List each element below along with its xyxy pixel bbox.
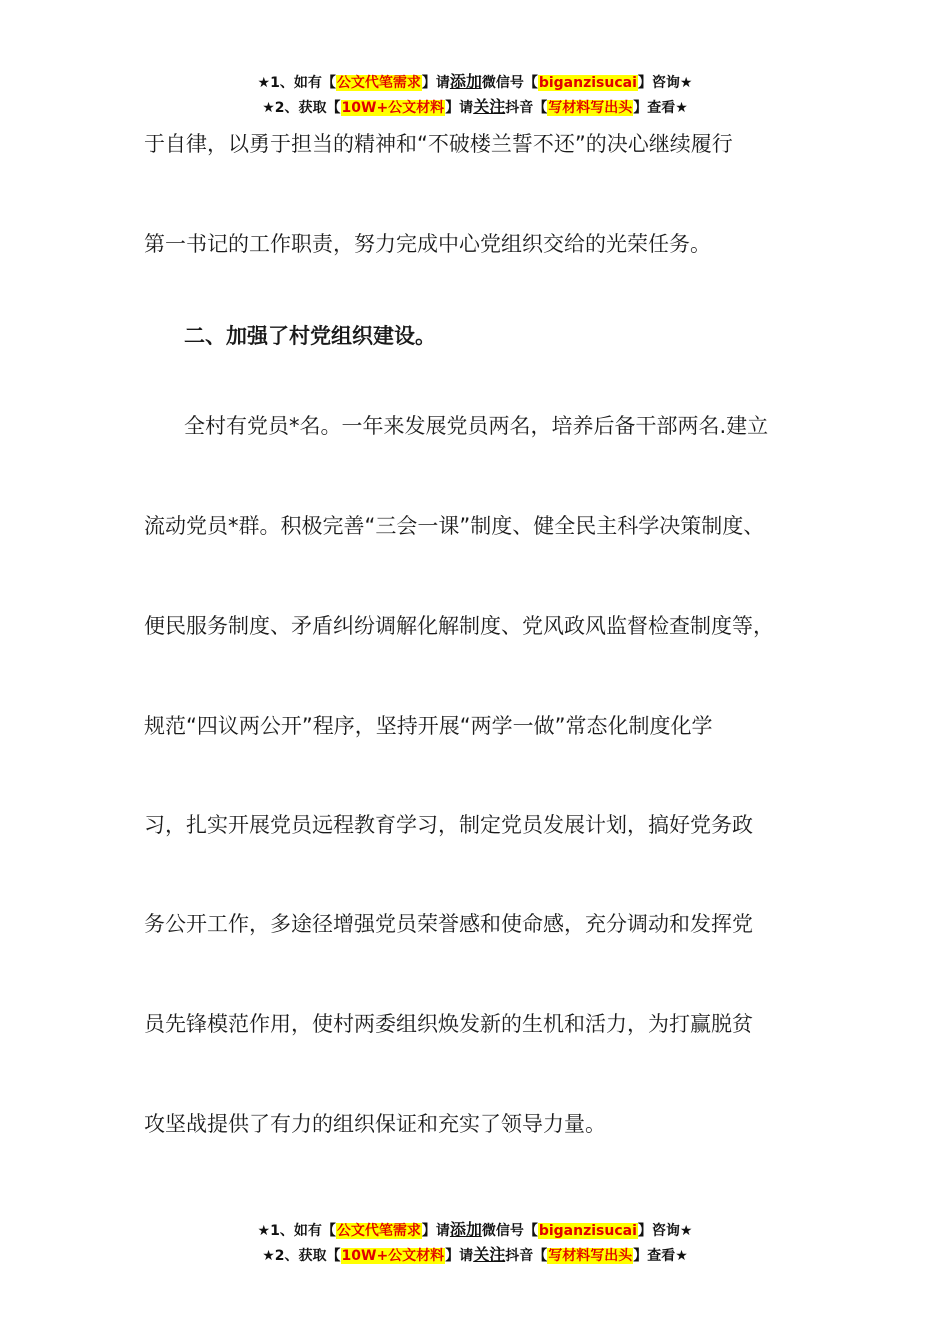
underlined-word: 添加 — [449, 72, 482, 91]
header-banner — [0, 70, 950, 120]
banner-text: 】查看★ — [633, 1248, 688, 1264]
wechat-id: biganzisucai — [538, 75, 637, 91]
highlight-service: 公文代笔需求 — [336, 1223, 421, 1239]
banner-line-1 — [0, 1218, 950, 1243]
banner-text: 微信号【 — [481, 75, 538, 91]
footer-banner — [0, 1218, 950, 1268]
douyin-account: 写材料写出头 — [548, 100, 633, 116]
highlight-service: 公文代笔需求 — [336, 75, 421, 91]
underlined-word: 关注 — [473, 1245, 506, 1264]
banner-text: ★2、获取【 — [262, 1248, 341, 1264]
highlight-materials: 10W+公文材料 — [341, 1248, 445, 1264]
paragraph-line: 于自律，以勇于担当的精神和“不破楼兰誓不还”的决心继续履行 — [144, 132, 733, 156]
banner-line-2 — [0, 1243, 950, 1268]
paragraph-line: 全村有党员*名。一年来发展党员两名，培养后备干部两名.建立 — [184, 414, 769, 438]
banner-text: 微信号【 — [481, 1223, 538, 1239]
banner-text: 抖音【 — [505, 1248, 548, 1264]
paragraph-line: 流动党员*群。积极完善“三会一课”制度、健全民主科学决策制度、 — [144, 514, 765, 538]
banner-text: 抖音【 — [505, 100, 548, 116]
banner-text: 】咨询★ — [637, 75, 693, 91]
paragraph-line: 便民服务制度、矛盾纠纷调解化解制度、党风政风监督检查制度等， — [144, 614, 774, 638]
paragraph-line: 攻坚战提供了有力的组织保证和充实了领导力量。 — [144, 1112, 606, 1136]
banner-text: 】请 — [445, 100, 474, 116]
paragraph-line: 第一书记的工作职责，努力完成中心党组织交给的光荣任务。 — [144, 232, 711, 256]
section-heading: 二、加强了村党组织建设。 — [184, 324, 436, 348]
banner-text: 】请 — [421, 1223, 450, 1239]
underlined-word: 添加 — [449, 1220, 482, 1239]
paragraph-line: 规范“四议两公开”程序，坚持开展“两学一做”常态化制度化学 — [144, 714, 713, 738]
banner-text: 】咨询★ — [637, 1223, 693, 1239]
banner-line-1 — [0, 70, 950, 95]
banner-text: 】请 — [445, 1248, 474, 1264]
banner-text: ★1、如有【 — [257, 1223, 336, 1239]
paragraph-line: 务公开工作，多途径增强党员荣誉感和使命感，充分调动和发挥党 — [144, 912, 753, 936]
highlight-materials: 10W+公文材料 — [341, 100, 445, 116]
paragraph-line: 习，扎实开展党员远程教育学习，制定党员发展计划，搞好党务政 — [144, 813, 753, 837]
banner-text: 】请 — [421, 75, 450, 91]
banner-text: ★1、如有【 — [257, 75, 336, 91]
banner-text: ★2、获取【 — [262, 100, 341, 116]
underlined-word: 关注 — [473, 97, 506, 116]
douyin-account: 写材料写出头 — [548, 1248, 633, 1264]
banner-line-2 — [0, 95, 950, 120]
banner-text: 】查看★ — [633, 100, 688, 116]
paragraph-line: 员先锋模范作用，使村两委组织焕发新的生机和活力，为打赢脱贫 — [144, 1012, 753, 1036]
wechat-id: biganzisucai — [538, 1223, 637, 1239]
